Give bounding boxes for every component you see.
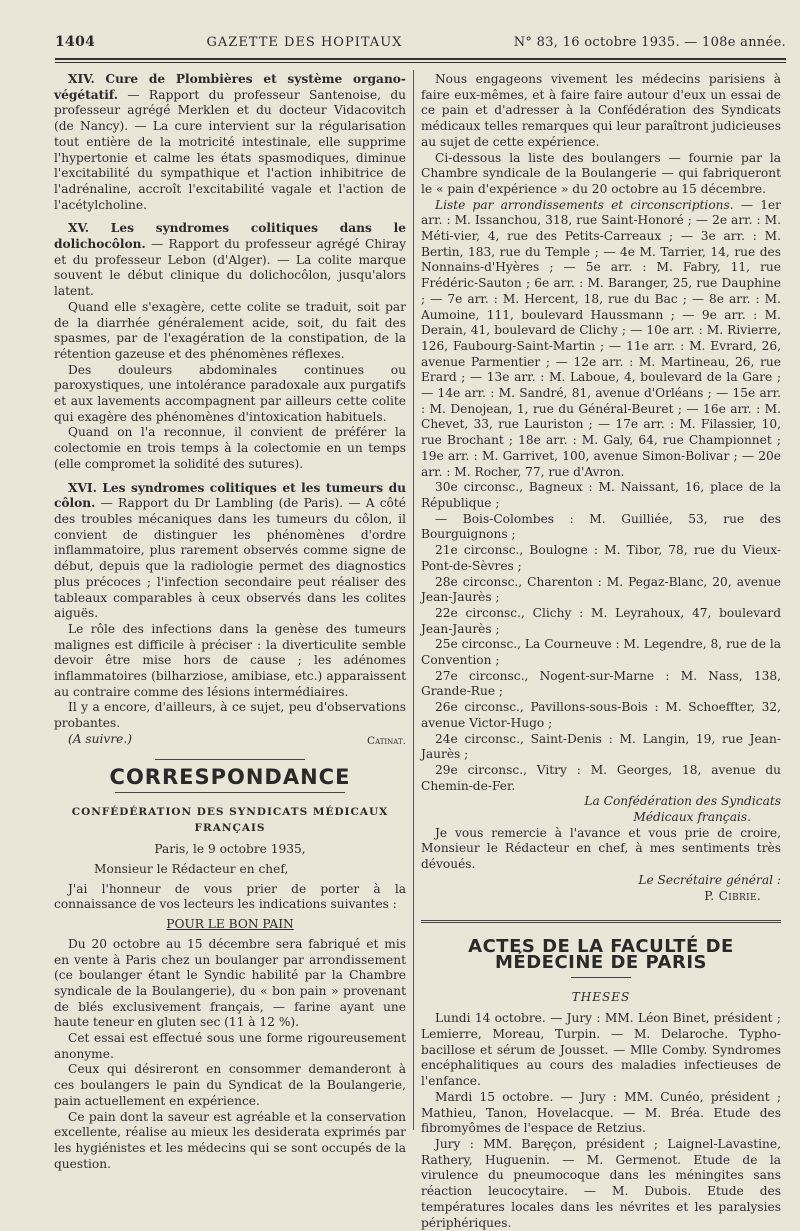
section-15-title: XV. Les syndromes colitiques dans le dolichocôlon. [54,221,406,252]
letter-paragraph-3: Cet essai est effectué sous une forme rigoureusement anonyme. [54,1031,406,1061]
section-15 [54,221,406,300]
circonscription-29: 29e circonsc., Vitry : M. Georges, 18, avenue du Chemin-de-Fer. [421,762,781,793]
section-14 [54,72,406,213]
section-16-title: XVI. Les syndromes colitiques et les tumeurs du côlon. [54,480,406,511]
circonscription-27: 27e circonsc., Nogent-sur-Marne : M. Nass, 138, Grande-Rue ; [421,668,781,699]
signature-confederation: La Confédération des Syndicats [584,794,781,809]
section-15-paragraph-4: Quand on l'a reconnue, il convient de préférer la colectomie en trois temps à la colectomie en un temps (elle compromet la solidité des sutures). [54,425,406,471]
signature-secretary-title: Le Secrétaire général : [638,872,781,887]
circonscription-bois-colombes: — Bois-Colombes : M. Guilliée, 53, rue des Bourguignons ; [421,511,781,542]
confederation-title: CONFÉDÉRATION DES SYNDICATS MÉDICAUX FRANÇAIS [71,805,389,834]
letter-paragraph-1: J'ai l'honneur de vous prier de porter à la connaissance de vos lecteurs les indications suivantes : [54,881,406,912]
section-14-title: XIV. Cure de Plombières et système organo-végétatif. [54,72,406,102]
section-15-body: — Rapport du professeur agrégé Chiray et du professeur Lebon (d'Alger). — La colite marque souvent le début clinique du dolichocôlon, jusqu'alors latent. [54,237,406,299]
to-be-continued: (A suivre.) [68,731,132,746]
section-16-paragraph-3: Il y a encore, d'ailleurs, à ce sujet, peu d'observations probantes. [54,700,406,731]
letter-salutation: Monsieur le Rédacteur en chef, [94,862,289,877]
page-number: 1404 [55,34,96,50]
thesis-entry-2: Mardi 15 octobre. — Jury : MM. Cunéo, président ; Mathieu, Tanon, Hovelacque. — M. Bréa. Etude des fibromyômes de l'espace de Retzius. [421,1089,781,1136]
article-author: Catinat. [367,734,406,747]
right-paragraph-1: Nous engageons vivement les médecins parisiens à faire eux-mêmes, et à faire faire autour d'eux un essai de ce pain et d'adresser à la Confédération des Syndicats médicaux telles remarques qui leur paraîtront judicieuses au sujet de cette expérience. [421,72,781,149]
theses-heading: THESES [571,989,631,1004]
circonscription-26: 26e circonsc., Pavillons-sous-Bois : M. Schoeffter, 32, avenue Victor-Hugo ; [421,700,781,730]
column-divider [413,70,414,1130]
bakers-list-intro: Liste par arrondissements et circonscriptions. [435,197,734,212]
bakers-list-body: — 1er arr. : M. Issanchou, 318, rue Saint-Honoré ; — 2e arr. : M. Méti-vier, 4, rue des Petits-Carreaux ; — 3e arr. : M. Bertin, 183, rue du Temple ; — 4e M. Tarrier, 14, rue des Nonnains-d'Hyères ; — 5e arr. : M. Fabry, 11, rue Frédéric-Sauton ; 6e arr. : M. Baranger, 25, rue Dauphine ; — 7e arr. : M. Hercent, 18, rue du Bac ; — 8e arr. : M. Aumoine, 111, boulevard Haussmann ; — 9e arr. : M. Derain, 41, boulevard de Clichy ; — 10e arr. : M. Rivierre, 126, Faubourg-Saint-Martin ; — 11e arr. : M. Evrard, 26, avenue Parmentier ; — 12e arr. : M. Martineau, 26, rue Erard ; — 13e arr. : M. Laboue, 4, boulevard de la Gare ; — 14e arr. : M. Sandré, 81, avenue d'Orléans ; — 15e arr. : M. Denojean, 1, rue du Général-Beuret ; — 16e arr. : M. Chevet, 33, rue Lauriston ; — 17e arr. : M. Filassier, 10, rue Brochant ; 18e arr. : M. Galy, 64, rue Championnet ; 19e arr. : M. Garrivet, 100, avenue Simon-Bolivar ; — 20e arr. : M. Rocher, 77, rue d'Avron. [421,197,782,479]
signature-confederation-2: Médicaux français. [633,810,751,825]
correspondance-heading: CORRESPONDANCE [109,765,351,790]
separator [155,759,305,760]
faculty-heading: ACTES DE LA FACULTÉ DE MÉDECINE DE PARIS [468,936,734,973]
circonscription-28: 28e circonsc., Charenton : M. Pegaz-Blanc, 20, avenue Jean-Jaurès ; [421,574,781,605]
left-column [54,72,406,1172]
separator [571,977,631,978]
letter-paragraph-2: Du 20 octobre au 15 décembre sera fabriqué et mis en vente à Paris chez un boulanger par arrondissement (ce boulanger étant le Syndic habilité par la Chambre syndicale de la Boulangerie), du « bon pain » provenant de blés exclusivement français, — farine ayant une haute teneur en gluten sec (11 à 12 %). [54,936,406,1030]
letter-paragraph-5: Ce pain dont la saveur est agréable et la conservation excellente, réalise au mieux les desiderata exprimés par les hygiénistes et les médecins qui se sont occupés de la question. [54,1109,406,1171]
issue-info: N° 83, 16 octobre 1935. — 108e année. [513,34,786,50]
bakers-list [421,198,781,481]
circonscription-30: 30e circonsc., Bagneux : M. Naissant, 16, place de la République ; [421,480,781,510]
section-rule [421,920,781,923]
section-15-paragraph-2: Quand elle s'exagère, cette colite se traduit, soit par de la diarrhée généralement acide, soit, du fait des spasmes, par de l'exagération de la constipation, de la rétention gazeuse et des phénomènes réflexes. [54,299,406,361]
section-16 [54,481,406,622]
page-header [55,32,786,52]
header-rule-secondary [55,62,786,63]
right-column [421,72,781,1231]
section-14-body: — Rapport du professeur Santenoise, du professeur agrégé Merklen et du docteur Vidacovitch (de Nancy). — La cure intervient sur la régularisation tout entière de la motricité intestinale, elle supprime l'hypertonie et calme les états spasmodiques, diminue l'excitabilité du sympathique et l'action inhibitrice de l'adrénaline, accroît l'excitabilité vagale et l'action de l'acétylcholine. [54,87,407,212]
signature-secretary-name: P. Cibrie. [704,888,761,903]
bread-heading: POUR LE BON PAIN [166,917,294,932]
right-paragraph-2: Ci-dessous la liste des boulangers — fournie par la Chambre syndicale de la Boulangerie — qui fabriqueront le « pain d'expérience » du 20 octobre au 15 décembre. [421,150,781,196]
journal-title: GAZETTE DES HOPITAUX [206,34,403,50]
thesis-entry-1: Lundi 14 octobre. — Jury : MM. Léon Binet, président ; Lemierre, Moreau, Turpin. — M. Delaroche. Typho-bacillose et sérum de Jousset. — Mlle Comby. Syndromes encéphalitiques au cours des maladies infectieuses de l'enfance. [421,1011,781,1089]
circonscription-25: 25e circonsc., La Courneuve : M. Legendre, 8, rue de la Convention ; [421,637,781,668]
section-15-paragraph-3: Des douleurs abdominales continues ou paroxystiques, une intolérance paradoxale aux purgatifs et aux lavements accompagnent par ailleurs cette colite qui exagère des phénomènes d'intoxication habituels. [54,362,406,424]
section-16-body: — Rapport du Dr Lambling (de Paris). — A côté des troubles mécaniques dans les tumeurs du côlon, il convient de distinguer les phénomènes d'ordre inflammatoire, plus rarement observés comme signe de début, depuis que la radiologie permet des diagnostics plus précoces ; l'infection secondaire peut réaliser des tableaux comparables à ceux observés dans les colites aiguës. [54,496,406,621]
header-rule [55,58,786,60]
circonscription-24: 24e circonsc., Saint-Denis : M. Langin, 19, rue Jean-Jaurès ; [421,731,781,762]
thesis-entry-3: Jury : MM. Baręçon, président ; Laignel-Lavastine, Rathery, Huguenin. — M. Germenot. Etude de la virulence du pneumocoque dans les méningites sans réaction leucocytaire. — M. Dubois. Etude des températures locales dans les névrites et les paralysies périphériques. [421,1137,781,1230]
letter-paragraph-4: Ceux qui désireront en consommer demanderont à ces boulangers le pain du Syndicat de la Boulangerie, pain actuellement en expérience. [54,1062,406,1108]
circonscription-22: 22e circonsc., Clichy : M. Leyrahoux, 47, boulevard Jean-Jaurès ; [421,605,781,636]
closing-paragraph: Je vous remercie à l'avance et vous prie de croire, Monsieur le Rédacteur en chef, à mes sentiments très dévoués. [421,825,781,872]
circonscription-21: 21e circonsc., Boulogne : M. Tibor, 78, rue du Vieux-Pont-de-Sèvres ; [421,543,781,573]
separator [115,792,345,793]
section-16-paragraph-2: Le rôle des infections dans la genèse des tumeurs malignes est difficile à préciser : la diverticulite semble devoir être mise hors de cause ; les adénomes inflammatoires (bilharziose, amibiase, etc.) apparaissent au contraire comme des lésions intermédiaires. [54,621,406,699]
letter-date: Paris, le 9 octobre 1935, [154,842,306,857]
